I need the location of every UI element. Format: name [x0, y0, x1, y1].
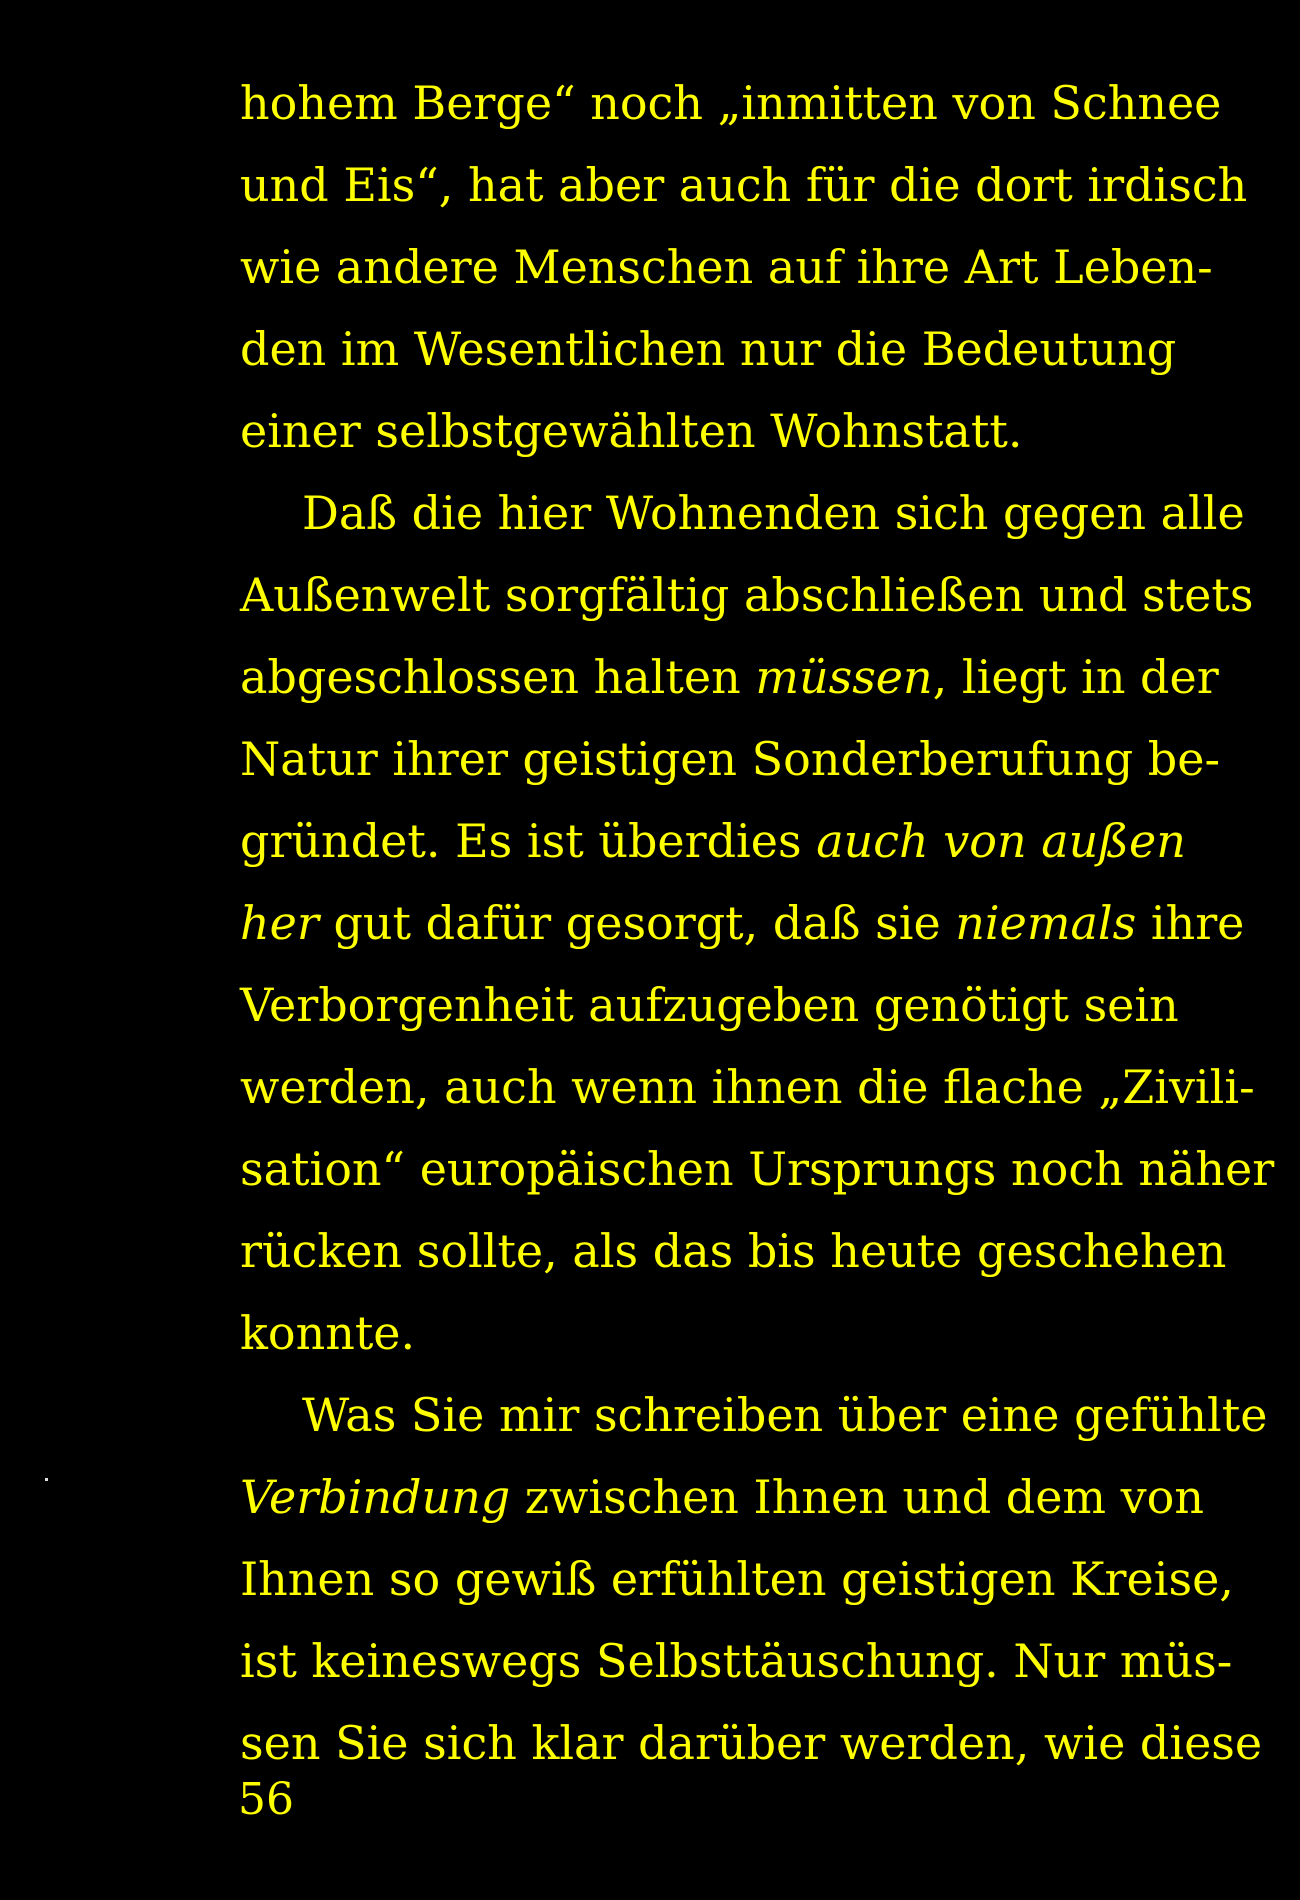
- text-segment: den im Wesentlichen nur die Bedeutung: [240, 322, 1177, 376]
- text-line: [240, 62, 1222, 144]
- text-line: [240, 636, 1219, 718]
- italic-text: Verbindung: [240, 1470, 511, 1524]
- text-line: [240, 1456, 1210, 1538]
- text-segment: Verborgenheit aufzugeben genötigt sein: [240, 978, 1179, 1032]
- dust-speck: [45, 1478, 48, 1481]
- text-segment: werden, auch wenn ihnen die flache „Zivili-: [240, 1060, 1255, 1114]
- page-number: 56: [238, 1774, 294, 1825]
- text-segment: und Eis“, hat aber auch für die dort irdisch: [240, 158, 1248, 212]
- text-line: [240, 1702, 1263, 1784]
- text-line: [240, 554, 1254, 636]
- paragraph-start-line: [240, 1374, 1268, 1456]
- text-line: [240, 1292, 1210, 1374]
- text-segment: Außenwelt sorgfältig abschließen und stets: [240, 568, 1254, 622]
- body-text: [240, 62, 1275, 1784]
- text-segment: , liegt in der: [932, 650, 1219, 704]
- text-segment: Was Sie mir schreiben über eine gefühlte: [302, 1388, 1268, 1442]
- text-segment: gründet. Es ist überdies: [240, 814, 817, 868]
- text-segment: zwischen Ihnen und dem von: [510, 1470, 1204, 1524]
- italic-text: niemals: [955, 896, 1137, 950]
- text-segment: sen Sie sich klar darüber werden, wie diese: [240, 1716, 1263, 1770]
- text-line: [240, 800, 1210, 882]
- text-segment: wie andere Menschen auf ihre Art Leben-: [240, 240, 1213, 294]
- text-line: [240, 1620, 1233, 1702]
- text-line: [240, 1538, 1234, 1620]
- text-segment: konnte.: [240, 1306, 416, 1360]
- text-segment: rücken sollte, als das bis heute geschehen: [240, 1224, 1227, 1278]
- text-segment: Ihnen so gewiß erfühlten geistigen Kreise,: [240, 1552, 1234, 1606]
- italic-text: her: [240, 896, 319, 950]
- text-line: [240, 226, 1213, 308]
- text-segment: Daß die hier Wohnenden sich gegen alle: [302, 486, 1245, 540]
- text-line: [240, 308, 1210, 390]
- italic-text: müssen: [755, 650, 933, 704]
- text-line: [240, 1046, 1255, 1128]
- text-line: [240, 1210, 1227, 1292]
- paragraph-start-line: [240, 472, 1245, 554]
- text-segment: gut dafür gesorgt, daß sie: [318, 896, 956, 950]
- text-segment: sation“ europäischen Ursprungs noch näher: [240, 1142, 1275, 1196]
- text-segment: Natur ihrer geistigen Sonderberufung be-: [240, 732, 1220, 786]
- text-segment: einer selbstgewählten Wohnstatt.: [240, 404, 1023, 458]
- text-segment: abgeschlossen halten: [240, 650, 756, 704]
- text-line: [240, 718, 1220, 800]
- text-line: [240, 882, 1245, 964]
- text-segment: ihre: [1136, 896, 1245, 950]
- text-line: [240, 390, 1210, 472]
- text-segment: ist keineswegs Selbsttäuschung. Nur müs-: [240, 1634, 1233, 1688]
- italic-text: auch von außen: [816, 814, 1186, 868]
- text-line: [240, 1128, 1275, 1210]
- text-line: [240, 964, 1210, 1046]
- text-line: [240, 144, 1248, 226]
- text-segment: hohem Berge“ noch „inmitten von Schnee: [240, 76, 1222, 130]
